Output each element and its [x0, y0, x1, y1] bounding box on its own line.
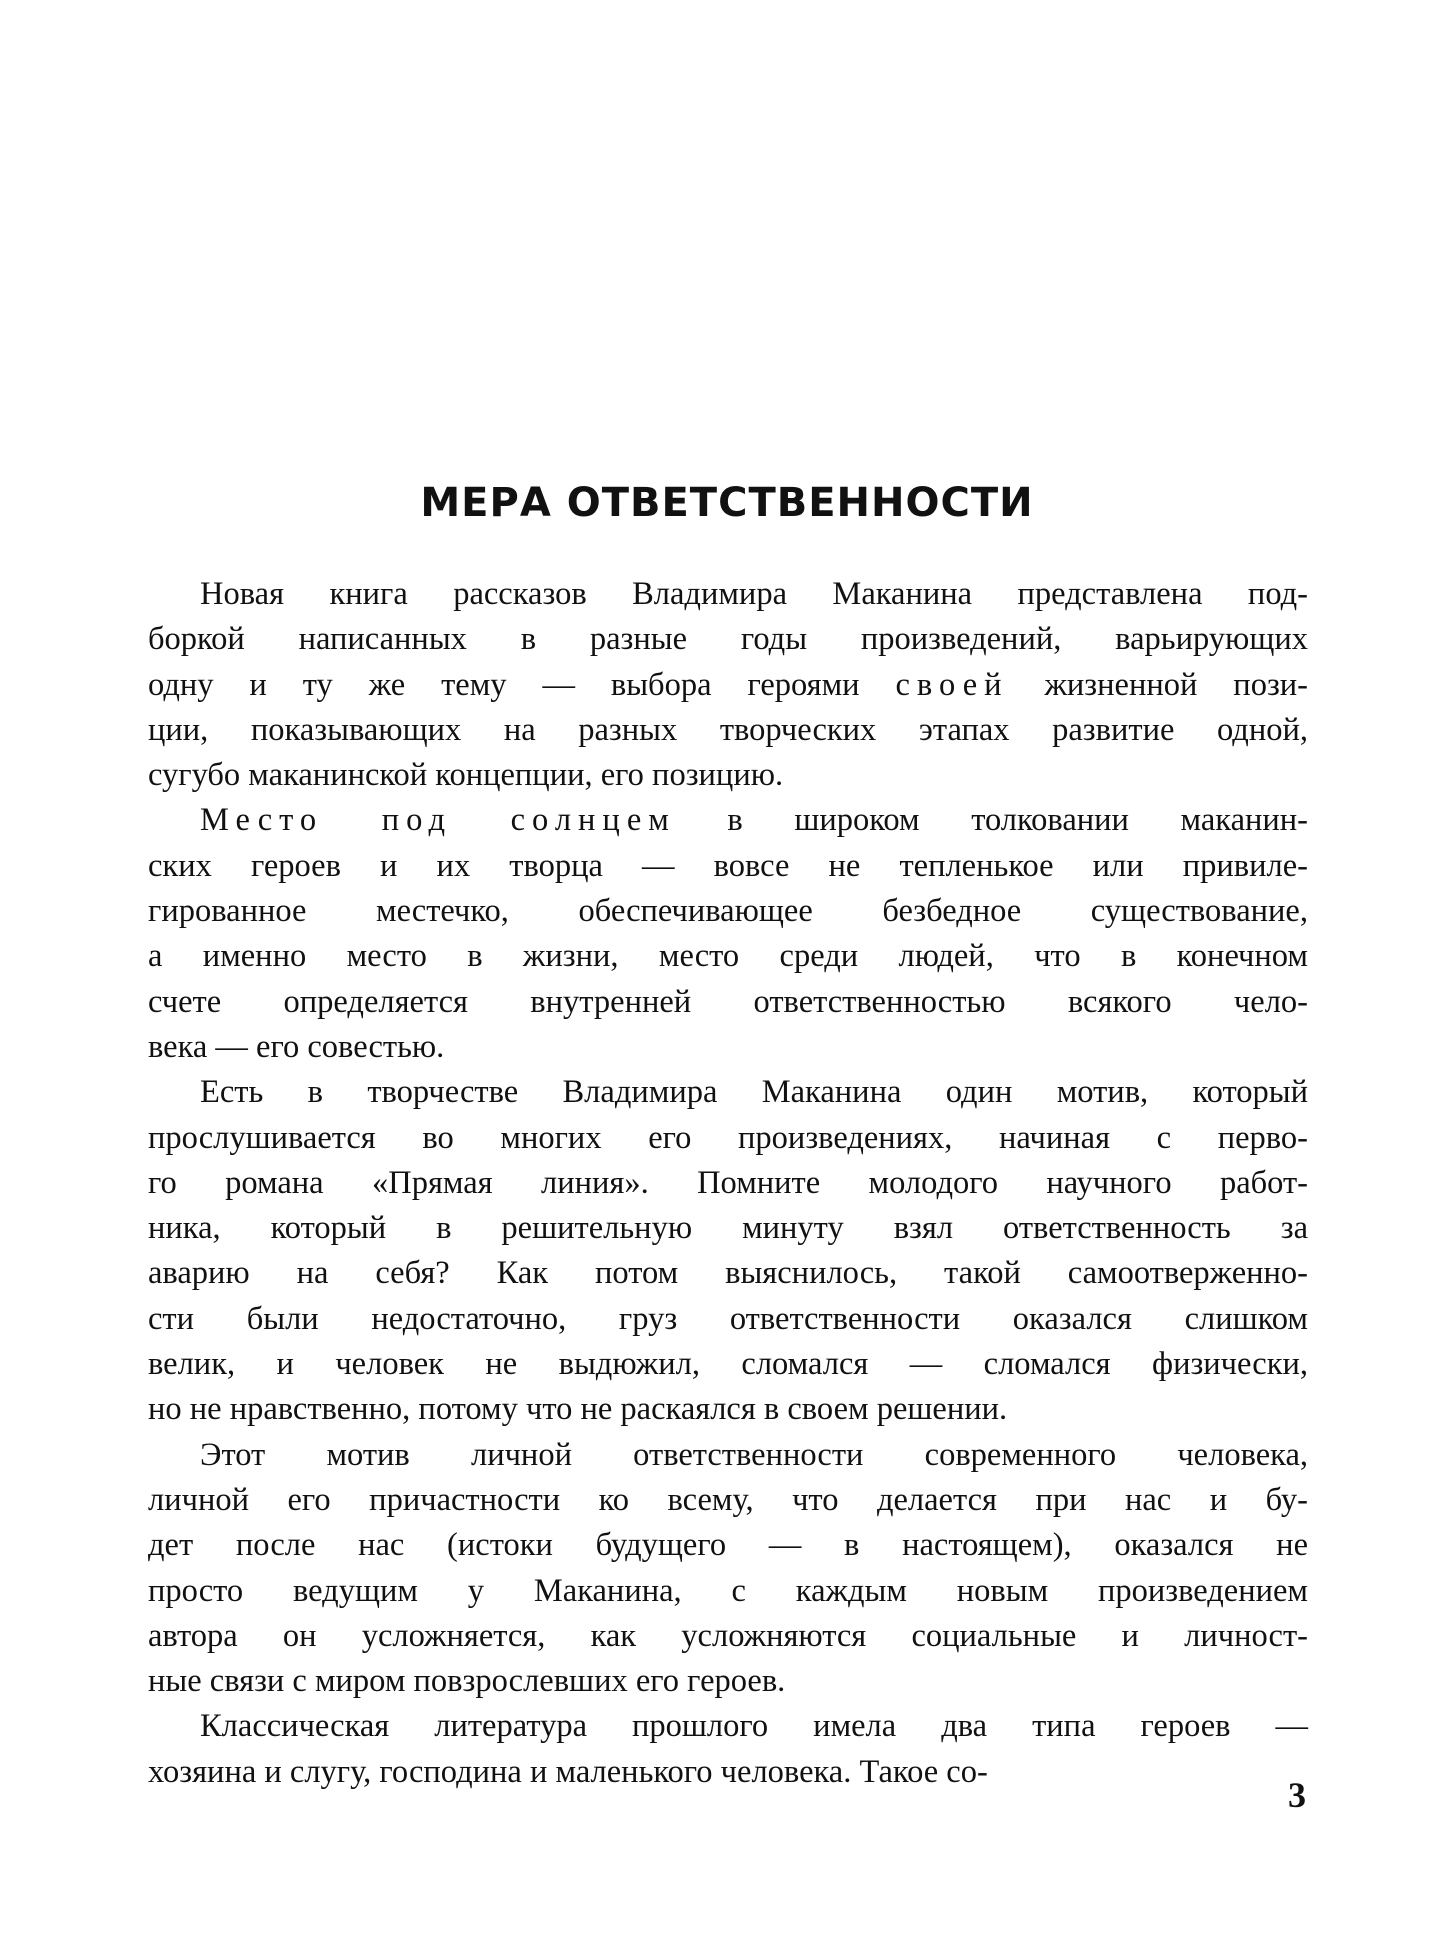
text-line: боркой написанных в разные годы произведений, варьирующих: [148, 621, 1308, 658]
page-number: 3: [1288, 1775, 1306, 1815]
text-segment: жизненной пози-: [1008, 666, 1308, 703]
text-line: ских героев и их творца — вовсе не тепленькое или привиле-: [148, 847, 1308, 884]
text-line: [148, 798, 1308, 843]
text-line: личной его причастности ко всему, что делается при нас и бу-: [148, 1481, 1308, 1518]
text-line: ции, показывающих на разных творческих этапах развитие одной,: [148, 711, 1308, 748]
text-line: Этот мотив личной ответственности современного человека,: [200, 1436, 1308, 1473]
paragraph: [148, 798, 1308, 1070]
emphasis-spaced: своей: [895, 666, 1009, 703]
text-line: прослушивается во многих его произведениях, начиная с перво-: [148, 1119, 1308, 1156]
text-line: дет после нас (истоки будущего — в настоящем), оказался не: [148, 1527, 1308, 1564]
paragraph: [148, 1433, 1308, 1705]
text-line: гированное местечко, обеспечивающее безбедное существование,: [148, 893, 1308, 930]
text-line: [148, 663, 1308, 708]
emphasis-spaced: Место под солнцем: [200, 802, 676, 839]
text-line: го романа «Прямая линия». Помните молодого научного работ-: [148, 1164, 1308, 1201]
text-line: века — его совестью.: [148, 1028, 445, 1065]
text-line: а именно место в жизни, место среди людей, что в конечном: [148, 938, 1308, 975]
text-line: Классическая литература прошлого имела два типа героев —: [200, 1708, 1308, 1745]
paragraph: [148, 1070, 1308, 1432]
text-line: автора он усложняется, как усложняются социальные и личност-: [148, 1617, 1308, 1654]
text-line: ные связи с миром повзрослевших его героев.: [148, 1663, 786, 1700]
text-segment: в широком толковании маканин-: [675, 802, 1308, 839]
text-line: просто ведущим у Маканина, с каждым новым произведением: [148, 1572, 1308, 1609]
text-line: аварию на себя? Как потом выяснилось, такой самоотверженно-: [148, 1255, 1308, 1292]
text-segment: одну и ту же тему — выбора героями: [148, 666, 896, 703]
text-line: ника, который в решительную минуту взял ответственность за: [148, 1210, 1308, 1247]
text-line: хозяина и слугу, господина и маленького человека. Такое со-: [148, 1753, 988, 1790]
text-line: но не нравственно, потому что не раскаялся в своем решении.: [148, 1391, 1008, 1428]
text-line: сти были недостаточно, груз ответственности оказался слишком: [148, 1300, 1308, 1337]
text-line: счете определяется внутренней ответственностью всякого чело-: [148, 983, 1308, 1020]
text-line: сугубо маканинской концепции, его позицию.: [148, 757, 784, 794]
body-text: [148, 572, 1308, 1795]
text-line: Есть в творчестве Владимира Маканина один мотив, который: [200, 1074, 1308, 1111]
text-line: Новая книга рассказов Владимира Маканина представлена под-: [200, 576, 1308, 612]
paragraph: [148, 1704, 1308, 1795]
paragraph: [148, 572, 1308, 798]
chapter-title: МЕРА ОТВЕТСТВЕННОСТИ: [420, 480, 1034, 526]
text-line: велик, и человек не выдюжил, сломался — сломался физически,: [148, 1346, 1308, 1383]
